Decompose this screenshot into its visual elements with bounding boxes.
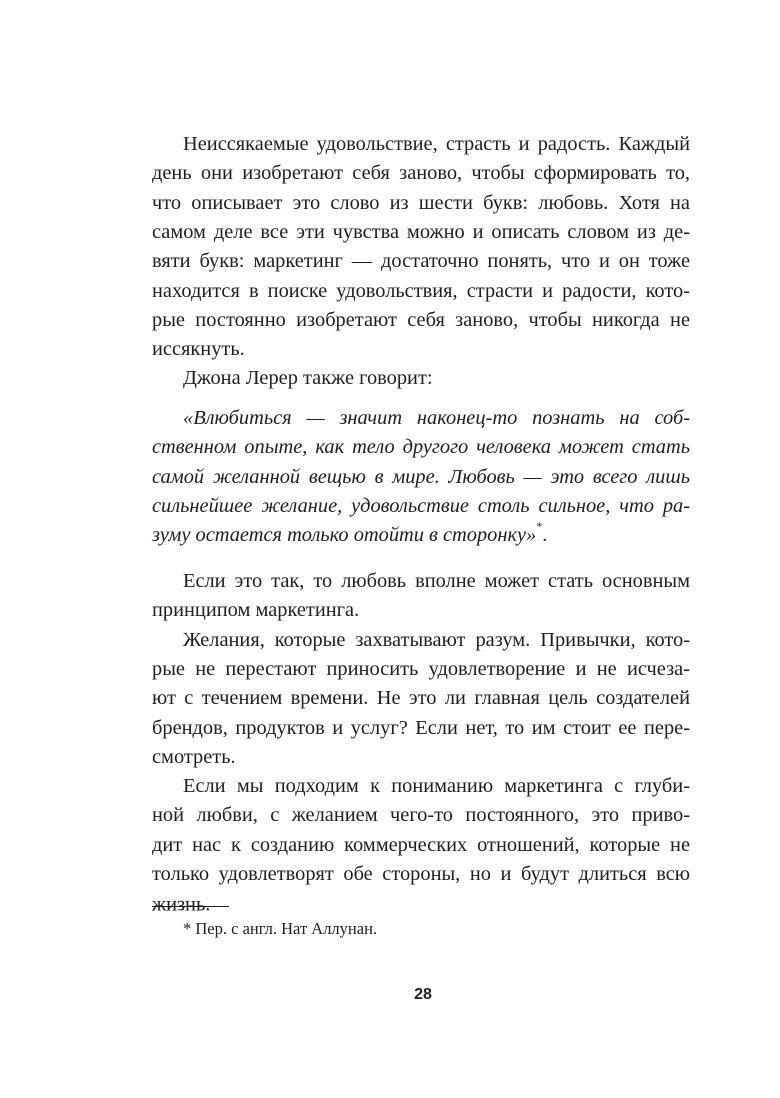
paragraph-4-line-4: брендов, продуктов и услуг? Если нет, то им стоит ее пере- bbox=[152, 716, 690, 739]
paragraph-1-line-5: вяти букв: маркетинг — достаточно понять, что и он тоже bbox=[152, 250, 690, 273]
paragraph-4-line-5: смотреть. bbox=[152, 745, 236, 768]
paragraph-1-line-1: Неиссякаемые удовольствие, страсть и радость. Каждый bbox=[183, 133, 690, 155]
quote-line-4: сильнейшее желание, удовольствие столь сильное, что ра- bbox=[152, 494, 690, 517]
quote-line-5-text: зуму остается только отойти в сторонку» bbox=[152, 524, 537, 547]
page-number: 28 bbox=[414, 986, 432, 1003]
quote-end-punctuation: . bbox=[542, 524, 548, 547]
paragraph-3-line-1: Если это так, то любовь вполне может стать основным bbox=[183, 570, 690, 592]
quote-line-3: самой желанной вещью в мире. Любовь — это всего лишь bbox=[152, 465, 690, 488]
footnote-reference-mark: * bbox=[536, 519, 543, 534]
paragraph-3-line-2: принципом маркетинга. bbox=[152, 599, 360, 622]
footnote-text: * Пер. с англ. Нат Аллунан. bbox=[183, 919, 378, 938]
paragraph-5-line-5: жизнь. bbox=[152, 893, 211, 916]
paragraph-5-line-2: ной любви, с желанием чего-то постоянного, это приво- bbox=[152, 804, 690, 827]
paragraph-5-line-3: дит нас к созданию коммерческих отношений, которые не bbox=[152, 833, 690, 856]
paragraph-1-line-7: рые постоянно изобретают себя заново, чтобы никогда не bbox=[152, 308, 690, 331]
paragraph-4-line-2: рые не перестают приносить удовлетворение и не исчеза- bbox=[152, 657, 690, 680]
paragraph-1-line-6: находится в поиске удовольствия, страсти и радости, кото- bbox=[152, 279, 690, 302]
paragraph-2-line-1: Джона Лерер также говорит: bbox=[183, 367, 433, 390]
paragraph-5-line-1: Если мы подходим к пониманию маркетинга с глуби- bbox=[183, 775, 690, 798]
paragraph-1-line-3: что описывает это слово из шести букв: любовь. Хотя на bbox=[152, 191, 690, 214]
quote-line-5 bbox=[152, 521, 690, 550]
paragraph-1-line-8: иссякнуть. bbox=[152, 338, 245, 361]
paragraph-1-line-2: день они изобретают себя заново, чтобы сформировать то, bbox=[152, 162, 690, 185]
paragraph-5-line-4: только удовлетворят обе стороны, но и будут длиться всю bbox=[152, 863, 690, 885]
quote-line-1: «Влюбиться — значит наконец-то познать на соб- bbox=[183, 407, 690, 429]
quote-line-2: ственном опыте, как тело другого человека может стать bbox=[152, 436, 690, 459]
paragraph-4-line-3: ют с течением времени. Не это ли главная цель создателей bbox=[152, 687, 690, 710]
paragraph-1-line-4: самом деле все эти чувства можно и описать словом из де- bbox=[152, 220, 690, 243]
paragraph-4-line-1: Желания, которые захватывают разум. Привычки, кото- bbox=[183, 628, 690, 651]
